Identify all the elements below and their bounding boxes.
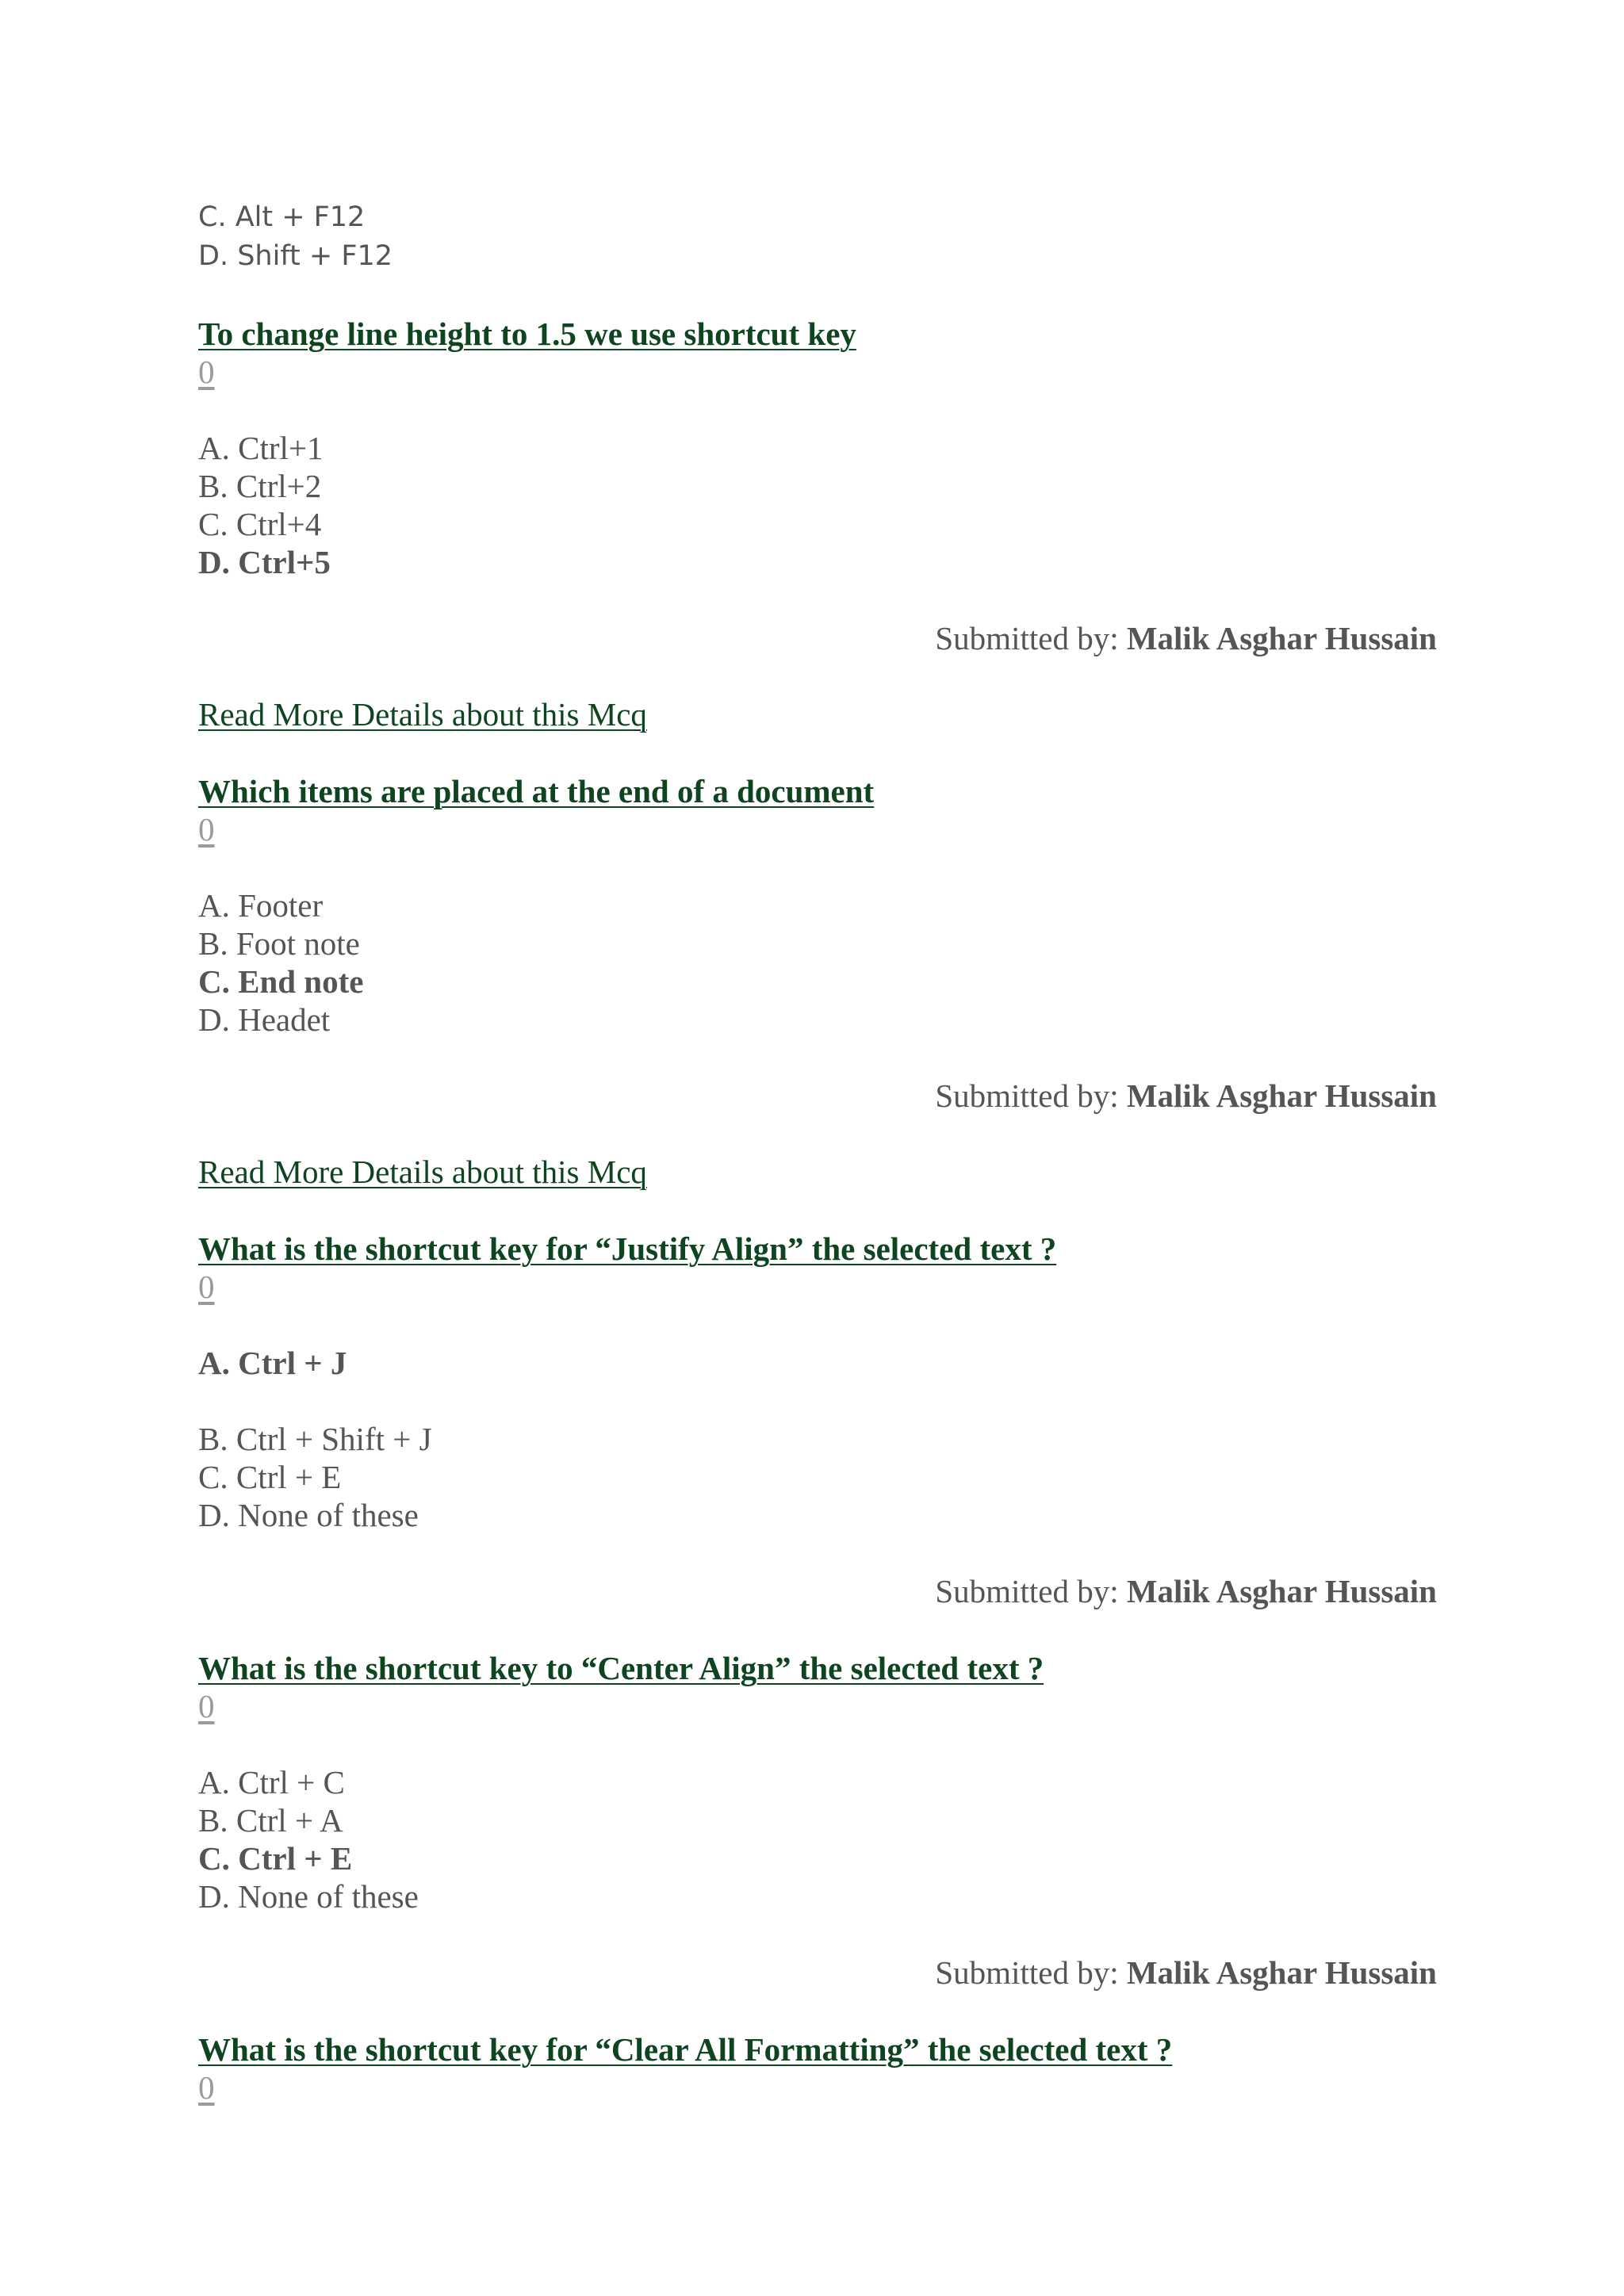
option-d-correct: D. Ctrl+5 — [198, 544, 331, 580]
question-count[interactable]: 0 — [198, 1688, 215, 1724]
question-count[interactable]: 0 — [198, 2069, 215, 2106]
submitted-label: Submitted by: — [935, 1573, 1119, 1609]
question-count[interactable]: 0 — [198, 1269, 215, 1305]
submitter-name: Malik Asghar Hussain — [1126, 1573, 1437, 1609]
submitter-name: Malik Asghar Hussain — [1126, 1954, 1437, 1991]
question-count[interactable]: 0 — [198, 811, 215, 848]
question-title-clear-formatting[interactable]: What is the shortcut key for “Clear All Formatting” the selected text ? — [198, 2031, 1173, 2068]
option-b: B. Ctrl + Shift + J — [198, 1421, 432, 1457]
question-title-justify-align[interactable]: What is the shortcut key for “Justify Align” the selected text ? — [198, 1230, 1057, 1267]
submitted-label: Submitted by: — [935, 1077, 1119, 1114]
submitted-by — [935, 619, 1437, 657]
option-b: B. Ctrl+2 — [198, 468, 322, 504]
question-title-line-height[interactable]: To change line height to 1.5 we use shortcut key — [198, 316, 856, 352]
question-title-end-items[interactable]: Which items are placed at the end of a document — [198, 773, 875, 809]
submitted-by — [935, 1077, 1437, 1115]
option-a: A. Ctrl+1 — [198, 430, 324, 466]
question-count[interactable]: 0 — [198, 354, 215, 390]
option-c-correct: C. Ctrl + E — [198, 1840, 353, 1877]
submitted-by — [935, 1572, 1437, 1610]
option-d: D. None of these — [198, 1878, 419, 1915]
submitted-by — [935, 1954, 1437, 1992]
option-b: B. Ctrl + A — [198, 1802, 343, 1839]
submitted-label: Submitted by: — [935, 620, 1119, 656]
option-a-correct: A. Ctrl + J — [198, 1345, 347, 1381]
option-a: A. Footer — [198, 887, 324, 924]
submitter-name: Malik Asghar Hussain — [1126, 620, 1437, 656]
option-d-prev: D. Shift + F12 — [198, 240, 393, 272]
option-c-prev: C. Alt + F12 — [198, 201, 366, 233]
option-c: C. Ctrl+4 — [198, 506, 322, 542]
option-d: D. None of these — [198, 1497, 419, 1533]
read-more-link[interactable]: Read More Details about this Mcq — [198, 696, 647, 733]
option-a: A. Ctrl + C — [198, 1764, 345, 1800]
option-c: C. Ctrl + E — [198, 1459, 342, 1495]
option-c-correct: C. End note — [198, 963, 364, 1000]
submitter-name: Malik Asghar Hussain — [1126, 1077, 1437, 1114]
option-d: D. Headet — [198, 1001, 331, 1038]
option-b: B. Foot note — [198, 925, 360, 962]
submitted-label: Submitted by: — [935, 1954, 1119, 1991]
read-more-link[interactable]: Read More Details about this Mcq — [198, 1154, 647, 1190]
question-title-center-align[interactable]: What is the shortcut key to “Center Align” the selected text ? — [198, 1650, 1044, 1686]
